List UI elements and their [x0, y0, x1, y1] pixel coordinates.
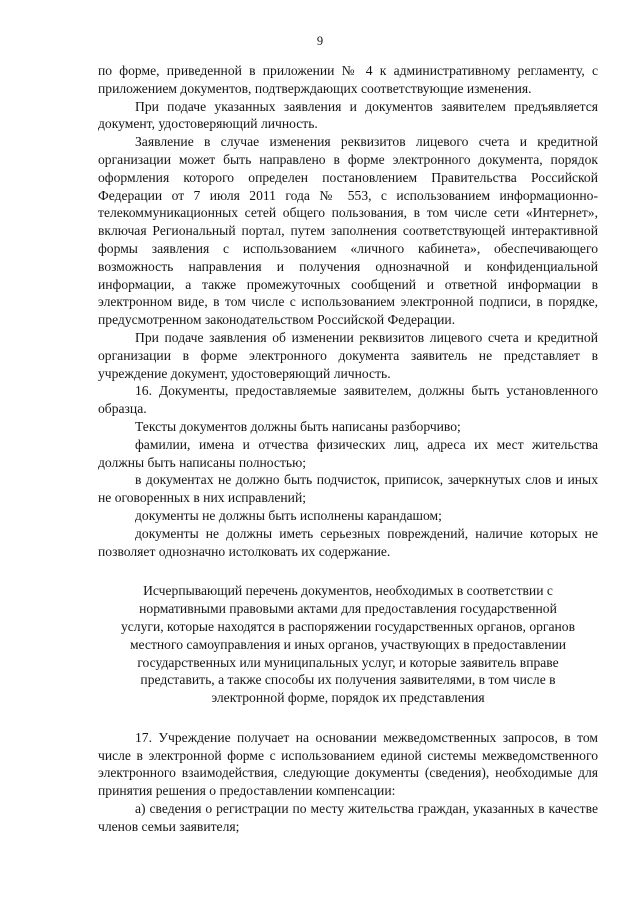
paragraph-identity-document: При подаче указанных заявления и документов заявителем предъявляется документ, удостоверяющий личность. — [98, 98, 598, 132]
paragraph-item-17a: а) сведения о регистрации по месту жительства граждан, указанных в качестве членов семьи заявителя; — [98, 801, 598, 834]
section-heading-line: представить, а также способы их получения заявителями, в том числе в — [140, 672, 556, 688]
paragraph-no-damage: документы не должны иметь серьезных повреждений, наличие которых не позволяет однозначно истолковать их содержание. — [98, 525, 598, 559]
section-heading-line: электронной форме, порядок их представления — [211, 690, 485, 706]
paragraph-item-16: 16. Документы, предоставляемые заявителем, должны быть установленного образца. — [98, 383, 598, 417]
section-heading-line: местного самоуправления и иных органов, участвующих в предоставлении — [129, 636, 567, 652]
section-heading — [98, 582, 598, 707]
paragraph-electronic-no-id: При подаче заявления об изменении реквизитов лицевого счета и кредитной организации в форме электронного документа заявитель не представляет в учреждение документ, удостоверяющий личность. — [98, 329, 598, 381]
page-number: 9 — [316, 34, 324, 48]
paragraph-legible-text: Тексты документов должны быть написаны разборчиво; — [135, 418, 461, 434]
paragraph-no-pencil: документы не должны быть исполнены карандашом; — [135, 507, 442, 523]
section-heading-line: нормативными правовыми актами для предоставления государственной — [139, 601, 557, 617]
section-heading-line: услуги, которые находятся в распоряжении государственных органов, органов — [120, 618, 576, 634]
paragraph-no-corrections: в документах не должно быть подчисток, приписок, зачеркнутых слов и иных не оговоренных в них исправлений; — [98, 472, 598, 506]
section-heading-line: Исчерпывающий перечень документов, необходимых в соответствии с — [143, 583, 553, 599]
paragraph-item-17: 17. Учреждение получает на основании межведомственных запросов, в том числе в электронной форме с использованием единой системы межведомственного электронного взаимодействия, следующие документы (сведения), необходимые для принятия решения о предоставлении компенсации: — [98, 729, 598, 799]
paragraph-full-names: фамилии, имена и отчества физических лиц, адреса их мест жительства должны быть написаны полностью; — [98, 436, 598, 470]
paragraph-electronic-application: Заявление в случае изменения реквизитов лицевого счета и кредитной организации может быть направлено в форме электронного документа, порядок оформления которого определен постановлением Правительства Российской Федерации от 7 июля 2011 года № 553, с использованием информационно-телекоммуникационных сетей общего пользования, в том числе сети «Интернет», включая Региональный портал, путем заполнения соответствующей интерактивной формы заявления с использованием «личного кабинета», обеспечивающего возможность направления и получения однозначной и конфиденциальной информации, а также промежуточных сообщений и ответной информации в электронном виде, в том числе с использованием электронной подписи, в порядке, предусмотренном законодательством Российской Федерации. — [98, 134, 598, 328]
section-heading-line: государственных или муниципальных услуг, и которые заявитель вправе — [137, 654, 559, 670]
paragraph-continuation: по форме, приведенной в приложении № 4 к административному регламенту, с приложением документов, подтверждающих соответствующие изменения. — [98, 63, 598, 96]
document-body — [98, 62, 598, 836]
